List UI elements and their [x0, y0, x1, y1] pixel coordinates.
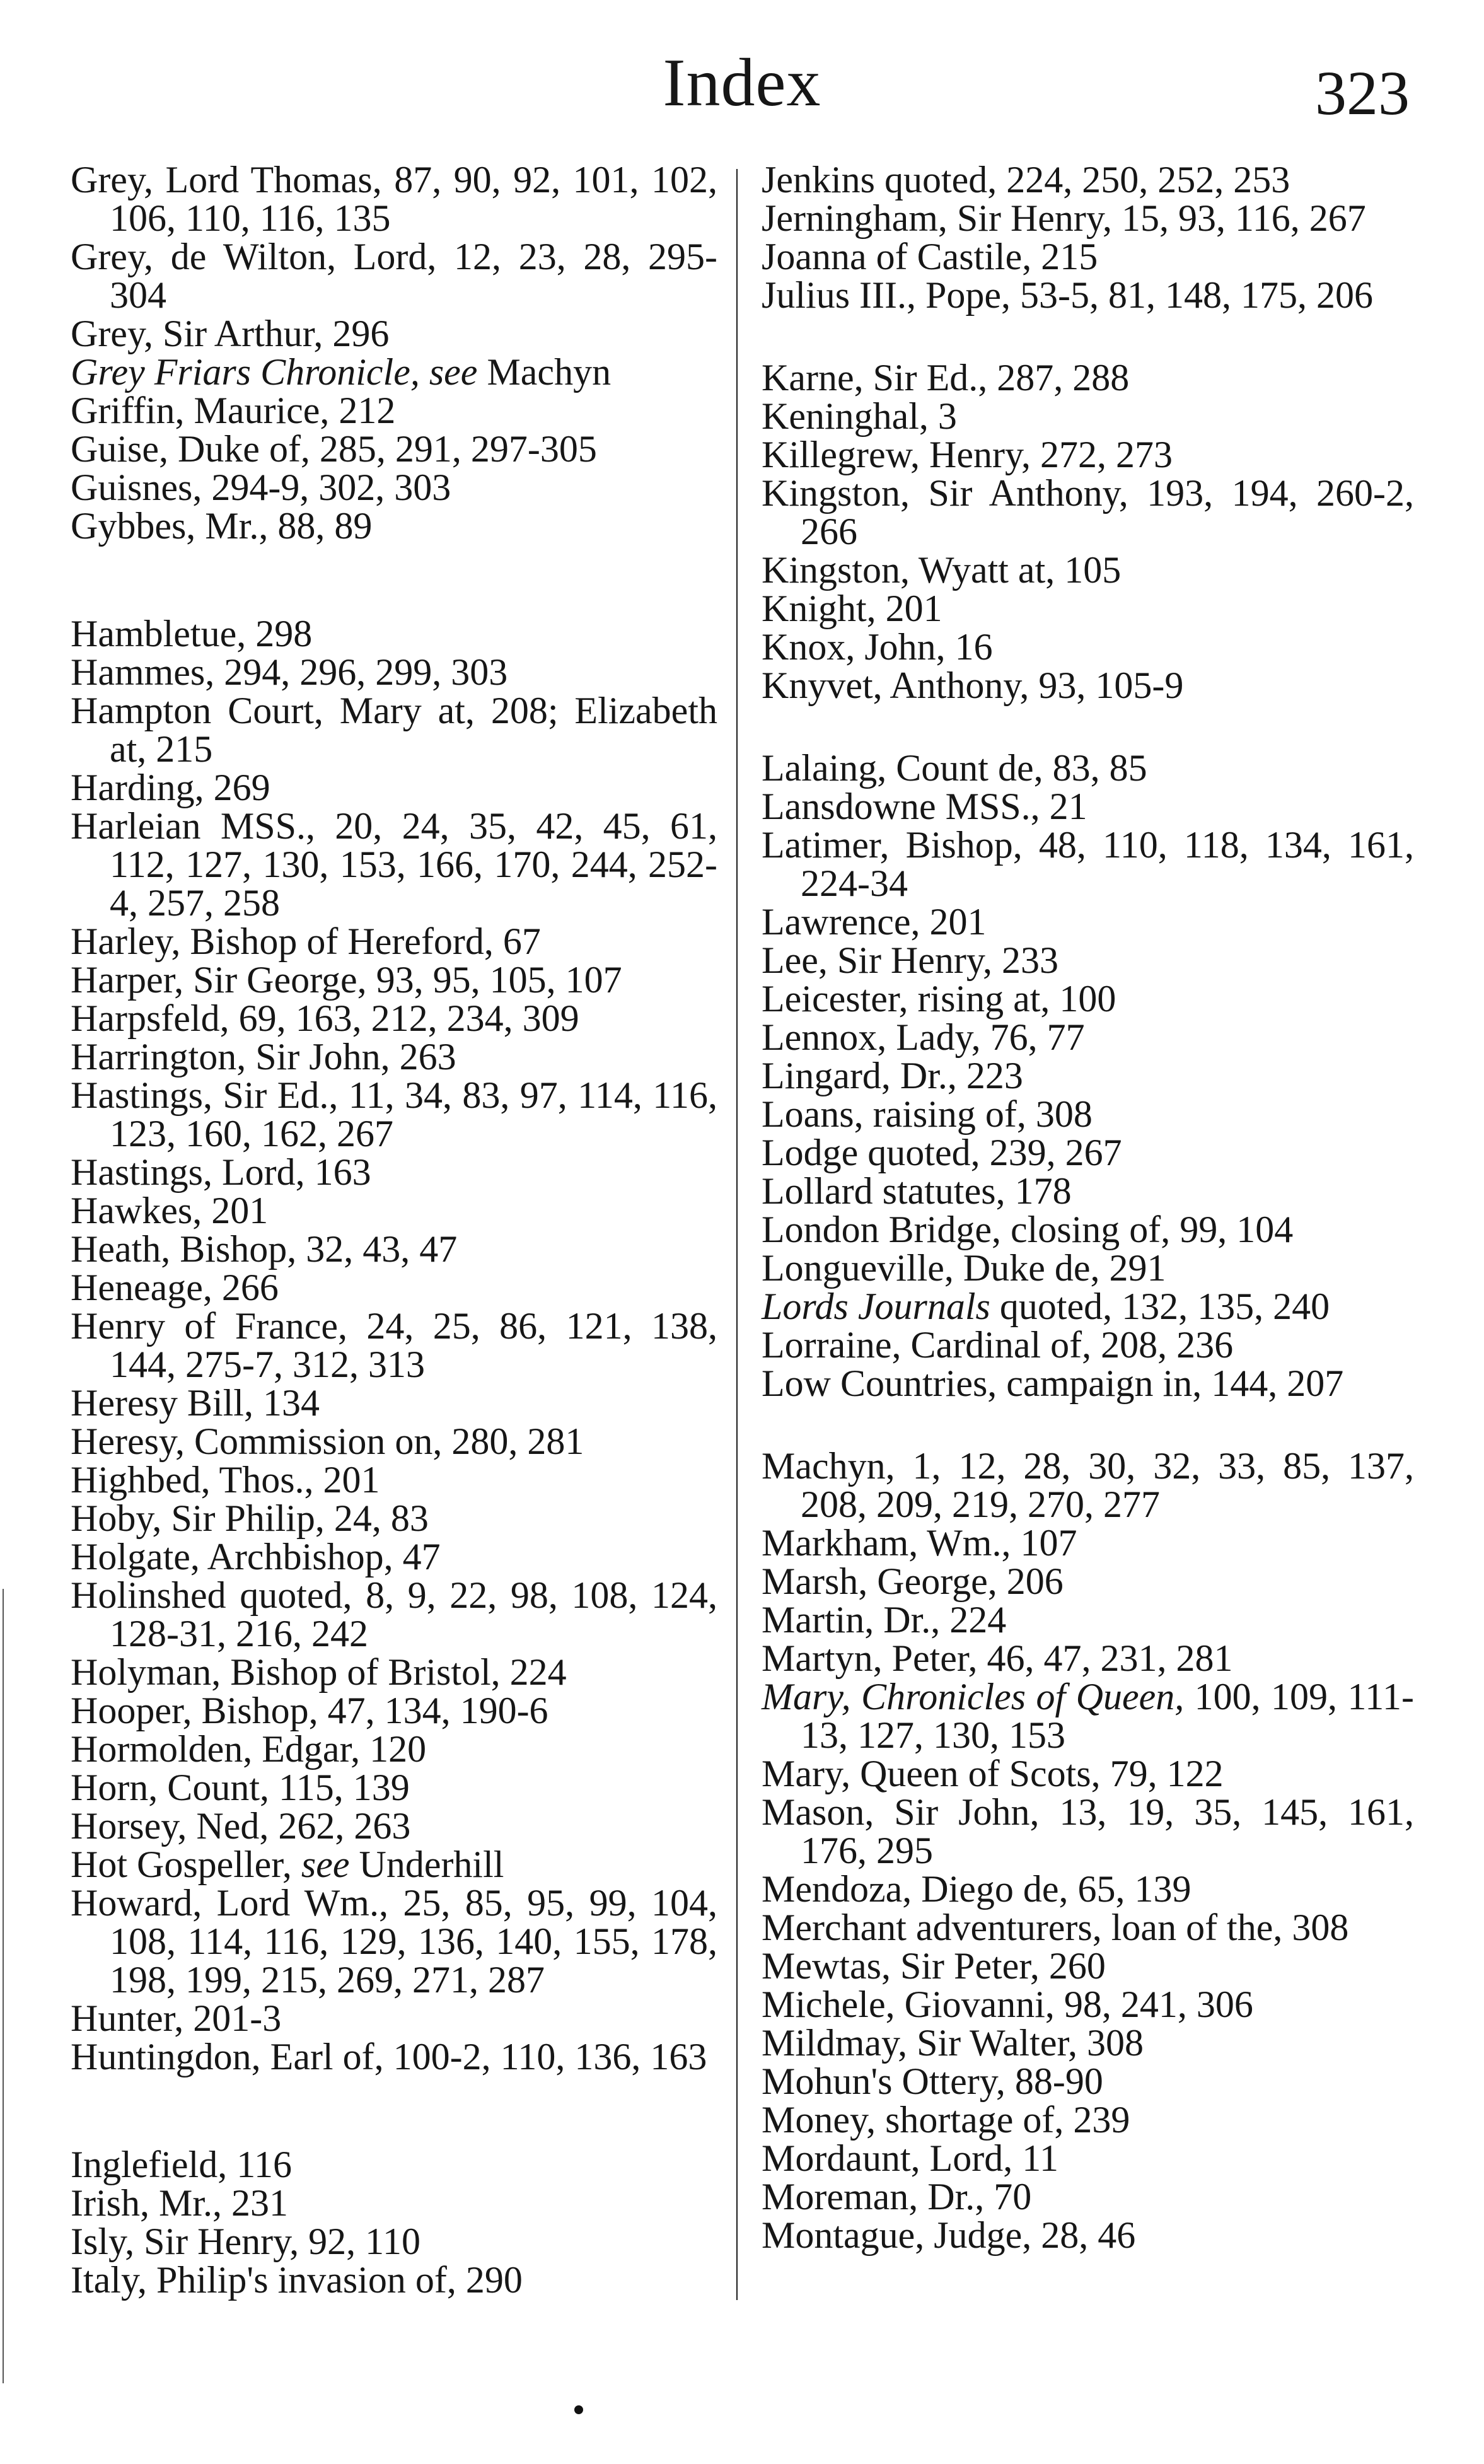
- footer-dot: [574, 2405, 583, 2414]
- index-entry: Kingston, Sir Anthony, 193, 194, 260-2, 266: [762, 472, 1414, 552]
- see-reference: see: [301, 1844, 350, 1885]
- see-reference: see: [429, 351, 478, 393]
- letter-gap: [762, 705, 1414, 749]
- index-entry: Harpsfeld, 69, 163, 212, 234, 309: [71, 997, 579, 1039]
- index-entry: Inglefield, 116: [71, 2144, 293, 2185]
- column-divider: [736, 169, 738, 2300]
- index-entry: Keninghal, 3: [762, 395, 957, 437]
- index-entry: Markham, Wm., 107: [762, 1522, 1077, 1564]
- index-entry: Gybbes, Mr., 88, 89: [71, 505, 373, 547]
- index-entry: Highbed, Thos., 201: [71, 1459, 380, 1501]
- letter-gap: [71, 2076, 717, 2146]
- index-entry: Grey, Sir Arthur, 296: [71, 313, 390, 354]
- index-entry: Lalaing, Count de, 83, 85: [762, 747, 1147, 789]
- index-entry: Lodge quoted, 239, 267: [762, 1132, 1122, 1173]
- index-column-left: [71, 161, 717, 2299]
- index-entry: Hawkes, 201: [71, 1190, 269, 1231]
- index-entry: Hastings, Sir Ed., 11, 34, 83, 97, 114, 116, 123, 160, 162, 267: [71, 1074, 717, 1154]
- entry-pages: quoted, 132, 135, 240: [990, 1286, 1330, 1327]
- entry-title-italic: Mary, Chronicles of Queen,: [762, 1676, 1185, 1717]
- index-entry: Montague, Judge, 28, 46: [762, 2214, 1136, 2256]
- index-entry: Hastings, Lord, 163: [71, 1151, 371, 1193]
- cross-reference: Underhill: [359, 1844, 504, 1885]
- index-entry: Jenkins quoted, 224, 250, 252, 253: [762, 159, 1290, 200]
- index-entry: Killegrew, Henry, 272, 273: [762, 434, 1173, 475]
- index-entry: Marsh, George, 206: [762, 1560, 1064, 1602]
- index-entry: [71, 353, 717, 392]
- index-entry: Lee, Sir Henry, 233: [762, 939, 1058, 981]
- index-entry: Leicester, rising at, 100: [762, 978, 1116, 1020]
- index-entry: Guisnes, 294-9, 302, 303: [71, 467, 451, 508]
- index-entry: Hammes, 294, 296, 299, 303: [71, 651, 508, 693]
- letter-gap: [71, 545, 717, 615]
- index-entry: Grey, Lord Thomas, 87, 90, 92, 101, 102, 106, 110, 116, 135: [71, 159, 717, 239]
- index-entry: Heath, Bishop, 32, 43, 47: [71, 1228, 458, 1270]
- entry-pages: 100, 109, 111-13, 127, 130, 153: [801, 1676, 1414, 1756]
- index-entry: Money, shortage of, 239: [762, 2099, 1130, 2141]
- index-entry: Hampton Court, Mary at, 208; Elizabeth at, 215: [71, 690, 717, 770]
- entry-name: Hot Gospeller,: [71, 1844, 292, 1885]
- index-entry: Lingard, Dr., 223: [762, 1055, 1023, 1096]
- index-entry: Hormolden, Edgar, 120: [71, 1728, 427, 1770]
- index-entry: Joanna of Castile, 215: [762, 236, 1098, 277]
- index-entry: Mason, Sir John, 13, 19, 35, 145, 161, 176, 295: [762, 1791, 1414, 1871]
- index-entry: Harrington, Sir John, 263: [71, 1036, 456, 1078]
- index-entry: Harper, Sir George, 93, 95, 105, 107: [71, 959, 622, 1001]
- index-entry: Martin, Dr., 224: [762, 1599, 1007, 1641]
- index-entry: Knyvet, Anthony, 93, 105-9: [762, 665, 1184, 706]
- index-entry: Griffin, Maurice, 212: [71, 390, 396, 431]
- letter-gap: [762, 1403, 1414, 1447]
- index-entry: Low Countries, campaign in, 144, 207: [762, 1363, 1344, 1404]
- entry-title-italic: Grey Friars Chronicle,: [71, 351, 420, 393]
- index-entry: Heresy, Commission on, 280, 281: [71, 1421, 584, 1462]
- index-entry: Harley, Bishop of Hereford, 67: [71, 921, 541, 962]
- index-column-right: [762, 161, 1414, 2255]
- index-entry: Huntingdon, Earl of, 100-2, 110, 136, 163: [71, 2036, 707, 2078]
- index-entry: Merchant adventurers, loan of the, 308: [762, 1907, 1349, 1948]
- index-entry: Hunter, 201-3: [71, 1997, 282, 2039]
- index-entry: Harding, 269: [71, 767, 270, 808]
- index-entry: Isly, Sir Henry, 92, 110: [71, 2221, 420, 2262]
- index-entry: Horn, Count, 115, 139: [71, 1767, 410, 1808]
- index-entry: Machyn, 1, 12, 28, 30, 32, 33, 85, 137, 208, 209, 219, 270, 277: [762, 1445, 1414, 1525]
- index-entry: Kingston, Wyatt at, 105: [762, 549, 1122, 591]
- index-entry: Lorraine, Cardinal of, 208, 236: [762, 1324, 1234, 1366]
- index-entry: Henry of France, 24, 25, 86, 121, 138, 144, 275-7, 312, 313: [71, 1305, 717, 1385]
- index-entry: Knox, John, 16: [762, 626, 993, 668]
- letter-gap: [762, 315, 1414, 359]
- index-entry: Horsey, Ned, 262, 263: [71, 1805, 411, 1847]
- index-entry: Karne, Sir Ed., 287, 288: [762, 357, 1130, 398]
- index-entry: Mendoza, Diego de, 65, 139: [762, 1868, 1191, 1910]
- entry-title-italic: Lords Journals: [762, 1286, 990, 1327]
- index-entry: [71, 1845, 717, 1884]
- cross-reference: Machyn: [487, 351, 612, 393]
- index-entry: Mildmay, Sir Walter, 308: [762, 2022, 1144, 2064]
- index-entry: Howard, Lord Wm., 25, 85, 95, 99, 104, 108, 114, 116, 129, 136, 140, 155, 178, 198, 199, 215, 269, 271, 287: [71, 1882, 717, 2001]
- index-entry: London Bridge, closing of, 99, 104: [762, 1209, 1294, 1250]
- index-entry: Hambletue, 298: [71, 613, 313, 654]
- index-entry: Mewtas, Sir Peter, 260: [762, 1945, 1106, 1987]
- index-entry: Heneage, 266: [71, 1267, 279, 1308]
- index-entry: Hooper, Bishop, 47, 134, 190-6: [71, 1690, 548, 1731]
- page-number: 323: [1315, 58, 1410, 128]
- index-entry: Jerningham, Sir Henry, 15, 93, 116, 267: [762, 197, 1366, 239]
- index-entry: Martyn, Peter, 46, 47, 231, 281: [762, 1637, 1233, 1679]
- index-entry: Holinshed quoted, 8, 9, 22, 98, 108, 124, 128-31, 216, 242: [71, 1574, 717, 1654]
- index-entry: Hoby, Sir Philip, 24, 83: [71, 1497, 429, 1539]
- index-entry: Julius III., Pope, 53-5, 81, 148, 175, 206: [762, 274, 1373, 316]
- index-entry: Harleian MSS., 20, 24, 35, 42, 45, 61, 112, 127, 130, 153, 166, 170, 244, 252-4, 257, 258: [71, 805, 717, 924]
- index-entry: Moreman, Dr., 70: [762, 2176, 1032, 2217]
- index-entry: Lollard statutes, 178: [762, 1170, 1072, 1212]
- index-entry: Michele, Giovanni, 98, 241, 306: [762, 1984, 1253, 2025]
- index-entry: Mary, Queen of Scots, 79, 122: [762, 1753, 1224, 1794]
- index-entry: Italy, Philip's invasion of, 290: [71, 2259, 523, 2301]
- index-entry: Knight, 201: [762, 588, 942, 629]
- index-entry: Mohun's Ottery, 88-90: [762, 2060, 1103, 2102]
- index-entry: Heresy Bill, 134: [71, 1382, 320, 1424]
- index-entry: Lennox, Lady, 76, 77: [762, 1016, 1085, 1058]
- index-entry: Longueville, Duke de, 291: [762, 1247, 1166, 1289]
- index-entry: Lawrence, 201: [762, 901, 987, 943]
- index-entry: [762, 1678, 1414, 1755]
- page-title: Index: [663, 45, 821, 120]
- index-entry: Latimer, Bishop, 48, 110, 118, 134, 161, 224-34: [762, 824, 1414, 904]
- index-entry: Irish, Mr., 231: [71, 2182, 288, 2224]
- index-entry: Guise, Duke of, 285, 291, 297-305: [71, 428, 597, 470]
- index-entry: Loans, raising of, 308: [762, 1093, 1093, 1135]
- index-entry: Grey, de Wilton, Lord, 12, 23, 28, 295-304: [71, 236, 717, 316]
- index-entry: Holgate, Archbishop, 47: [71, 1536, 441, 1578]
- index-entry: [762, 1287, 1414, 1326]
- index-entry: Lansdowne MSS., 21: [762, 786, 1087, 827]
- index-entry: Mordaunt, Lord, 11: [762, 2137, 1059, 2179]
- index-entry: Holyman, Bishop of Bristol, 224: [71, 1651, 567, 1693]
- page-edge-mark: [3, 1589, 4, 2383]
